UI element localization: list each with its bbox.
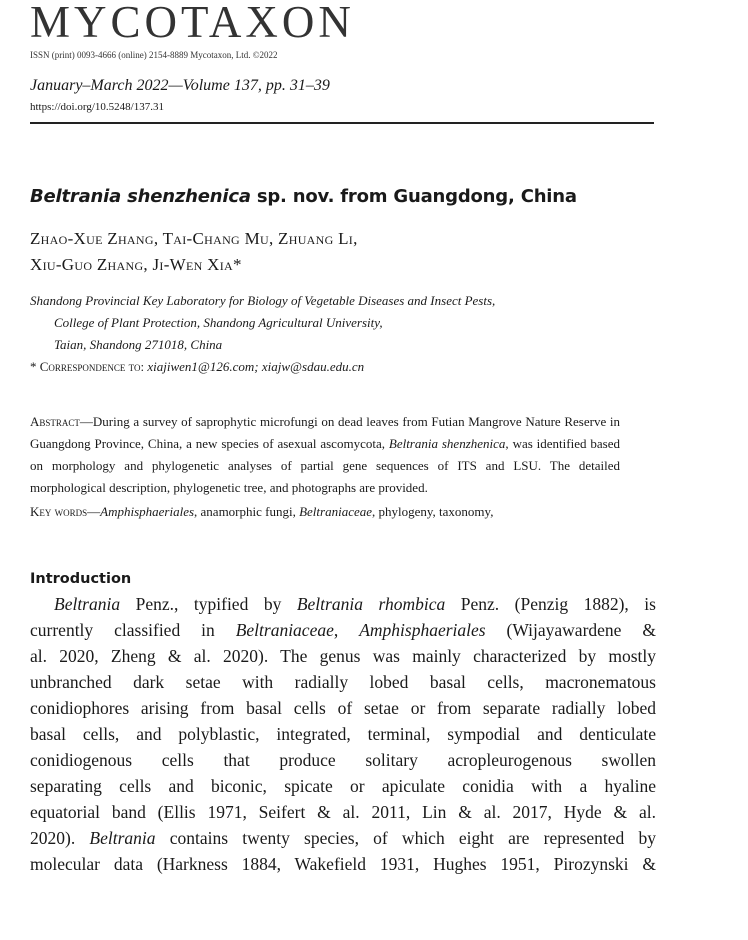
- keyword: , phylogeny, taxonomy,: [372, 504, 494, 519]
- text-line: separating cells and biconic, spicate or apiculate conidia with a hyaline: [30, 776, 656, 796]
- affiliation-line: College of Plant Protection, Shandong Agricultural University,: [54, 315, 383, 330]
- keyword: , anamorphic fungi,: [194, 504, 300, 519]
- keyword: Amphisphaeriales: [100, 504, 195, 519]
- abstract-label: Abstract: [30, 414, 80, 429]
- article-title: [30, 186, 656, 207]
- text-line: molecular data (Harkness 1884, Wakefield 1931, Hughes 1951, Pirozynski &: [30, 854, 656, 874]
- text-line: conidiophores arising from basal cells of setae or from separate radially lobed: [30, 698, 656, 718]
- corr-star: *: [30, 359, 37, 374]
- abstract-text: , was identified based on morphology and phylogenetic analyses of partial gene sequences of ITS and LSU. The detailed morphological description, phylogenetic tree, and photographs are provided.: [30, 436, 620, 495]
- affiliation-line: Shandong Provincial Key Laboratory for Biology of Vegetable Diseases and Insect Pests,: [30, 293, 496, 308]
- paper-page: [30, 0, 656, 877]
- corr-label: Correspondence to:: [39, 359, 145, 374]
- text-line: 2020). Beltrania contains twenty species, of which eight are represented by: [30, 828, 656, 848]
- text-line: Beltrania Penz., typified by Beltrania rhombica Penz. (Penzig 1882), is: [54, 594, 656, 614]
- doi-link[interactable]: https://doi.org/10.5248/137.31: [30, 101, 164, 113]
- keywords-dash: —: [87, 504, 101, 519]
- keywords-label: Key words: [30, 504, 88, 519]
- text-line: basal cells, and polyblastic, integrated, terminal, sympodial and denticulate: [30, 724, 656, 744]
- keywords: [30, 504, 656, 520]
- text-line: al. 2020, Zheng & al. 2020). The genus was mainly characterized by mostly: [30, 646, 656, 666]
- author-list: [30, 226, 656, 278]
- text-line: unbranched dark setae with radially lobed basal cells, macronematous: [30, 672, 656, 692]
- corr-emails[interactable]: xiajiwen1@126.com; xiajw@sdau.edu.cn: [144, 359, 365, 374]
- title-genus: Beltrania shenzhenica: [30, 186, 251, 207]
- affiliation-line: Taian, Shandong 271018, China: [54, 337, 223, 352]
- title-rest: sp. nov. from Guangdong, China: [250, 186, 577, 207]
- text-line: equatorial band (Ellis 1971, Seifert & al. 2011, Lin & al. 2017, Hyde & al.: [30, 802, 656, 822]
- text-line: currently classified in Beltraniaceae, Amphisphaeriales (Wijayawardene &: [30, 620, 656, 640]
- keyword: Beltraniaceae: [299, 504, 373, 519]
- correspondence: [30, 359, 656, 375]
- abstract-text: During a survey of saprophytic microfungi on dead leaves from Futian Mangrove Nature Reserve in Guangdong Province, China, a new species of asexual ascomycota,: [30, 414, 620, 451]
- section-heading: Introduction: [30, 571, 132, 587]
- affiliation: [30, 290, 656, 356]
- introduction-body: [30, 591, 656, 877]
- author-line: Xiu-Guo Zhang, Ji-Wen Xia*: [30, 255, 242, 274]
- issue-line: January–March 2022—Volume 137, pp. 31–39: [30, 77, 330, 94]
- header-rule: [30, 122, 654, 124]
- journal-masthead: MYCOTAXON: [30, 0, 355, 40]
- author-line: Zhao-Xue Zhang, Tai-Chang Mu, Zhuang Li,: [30, 229, 358, 248]
- abstract-species: Beltrania shenzhenica: [388, 436, 506, 451]
- abstract-dash: —: [79, 414, 93, 429]
- issn-line: ISSN (print) 0093-4666 (online) 2154-8889 Mycotaxon, Ltd. ©2022: [30, 50, 278, 60]
- abstract: [30, 411, 620, 499]
- text-line: conidiogenous cells that produce solitary acropleurogenous swollen: [30, 750, 656, 770]
